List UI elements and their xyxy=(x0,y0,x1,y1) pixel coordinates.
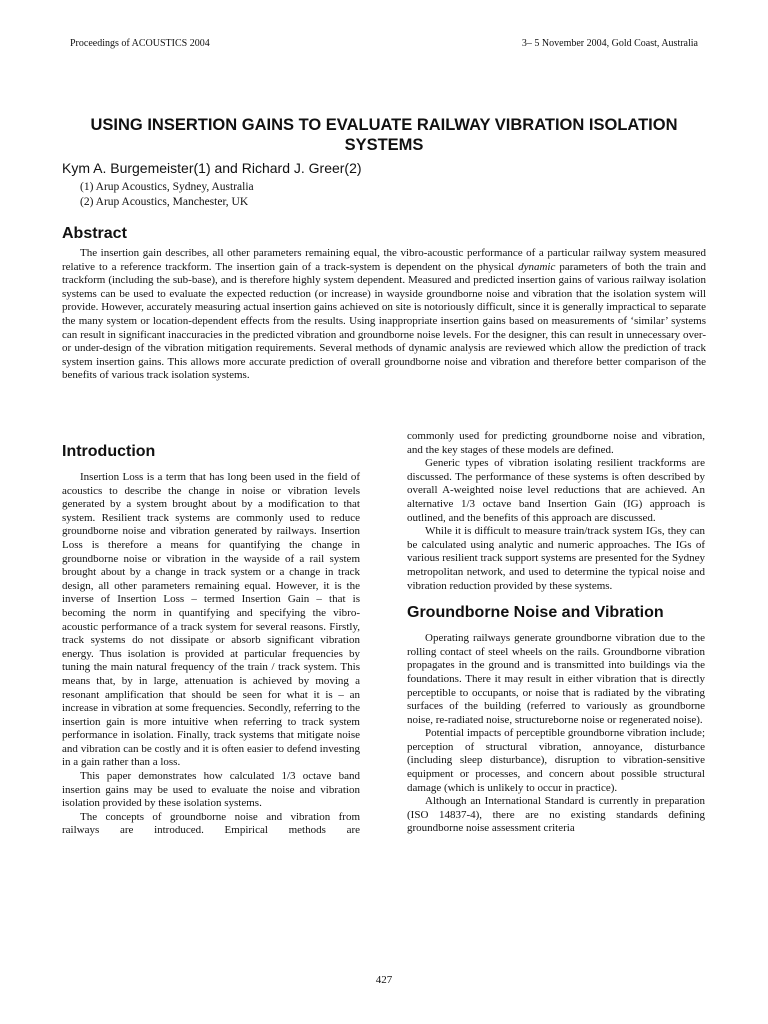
abstract-paragraph xyxy=(62,247,706,383)
header-proceedings: Proceedings of ACOUSTICS 2004 xyxy=(70,38,210,49)
page-number: 427 xyxy=(375,974,393,986)
abstract-heading: Abstract xyxy=(62,225,127,242)
intro-paragraph-1: Insertion Loss is a term that has long been used in the field of acoustics to describe the change in noise or vibration levels generated by a system brought about by a modification to that system. Resilient track systems are commonly used to reduce groundborne noise and vibration generated by railways. Insertion Loss is therefore a means for quantifying the change in groundborne noise or vibration in the wayside of a rail system brought about by a change in track system or a change in track design, all other parameters remaining equal. However, it is the inverse of Insertion Loss – termed Insertion Gain – that is becoming the norm in quantifying and specifying the vibro-acoustic performance of a track system for several reasons. Firstly, track systems do not dissipate or absorb significant vibration energy. Thus isolation is provided at particular frequencies by tuning the main natural frequency of the train / track system. This means that, by in large, attenuation is achieved by moving a resonant amplification that should be seen for what it is – an increase in vibration at some frequencies. Secondly, referring to the insertion gain is more intuitive when referring to track system performance in isolation. Finally, track systems that mitigate noise and vibration can be costly and it is often easier to defend investing in a gain rather than a loss. xyxy=(62,471,360,769)
groundborne-paragraph-3: Although an International Standard is currently in preparation (ISO 14837-4), there are no existing standards defining groundborne noise assessment criteria xyxy=(407,795,705,835)
groundborne-paragraph-2: Potential impacts of perceptible groundborne vibration include; perception of structural vibration, annoyance, disturbance (including sleep disturbance), disruption to vibration-sensitive equipment or processes, and concern about possible structural damage (which is unlikely to occur in practice). xyxy=(407,727,705,794)
groundborne-paragraph-1: Operating railways generate groundborne vibration due to the rolling contact of steel wheels on the rails. Groundborne vibration propagates in the ground and is transmitted into buildings via the foundations. There it may result in either vibration that is directly perceptible to occupants, or noise that is radiated by the vibrating surfaces of the building (referred to variously as groundborne noise, re-radiated noise, structureborne noise or regenerated noise). xyxy=(407,632,705,726)
groundborne-heading: Groundborne Noise and Vibration xyxy=(407,604,664,622)
right-column xyxy=(407,430,705,836)
intro-paragraph-4: Generic types of vibration isolating resilient trackforms are discussed. The performance of these systems is often described by overall A-weighted noise level reductions that are achieved. An alternative 1/3 octave band Insertion Gain (IG) approach is outlined, and the benefits of this approach are discussed. xyxy=(407,457,705,524)
author-list: Kym A. Burgemeister(1) and Richard J. Greer(2) xyxy=(62,160,362,176)
intro-paragraph-5: While it is difficult to measure train/track system IGs, they can be calculated using analytic and numeric approaches. The IGs of various resilient track support systems are presented for the Sydney metropolitan network, and used to determine the typical noise and vibration reduction provided by these systems. xyxy=(407,525,705,592)
intro-paragraph-3-continued: commonly used for predicting groundborne noise and vibration, and the key stages of these models are defined. xyxy=(407,430,705,456)
affiliation-1: (1) Arup Acoustics, Sydney, Australia xyxy=(80,181,254,193)
abstract-text-part-1: The insertion gain describes, all other parameters remaining equal, the vibro-acoustic performance of a particular railway system measured relative to a reference trackform. The insertion gain of a track-system is dependent on the physical xyxy=(62,247,706,273)
abstract-text-part-2: parameters of both the train and trackform (including the sub-base), and is therefore highly system dependent. Measured and predicted insertion gains of various railway isolation systems can be used to evaluate the expected reduction (or increase) in wayside groundborne noise and vibration that the isolation system will provide. However, accurately measuring actual insertion gains achieved on site is notoriously difficult, since it is generally impractical to separate the many system or location-dependent effects from the results. Using inappropriate insertion gains based on measurements of ‘similar’ systems can result in significant inaccuracies in the predicted vibration and groundborne noise levels. For the designer, this can result in unnecessary over- or under-design of the vibration mitigation requirements. Several methods of dynamic analysis are reviewed which allow the prediction of track system insertion gains. This allows more accurate prediction of overall groundborne noise and vibration and therefore better comparison of the benefits of various track isolation systems. xyxy=(62,260,706,382)
abstract-emphasis: dynamic xyxy=(518,260,556,273)
running-header xyxy=(70,37,698,51)
affiliations xyxy=(80,180,254,210)
header-date-location: 3– 5 November 2004, Gold Coast, Australia xyxy=(521,38,698,49)
affiliation-2: (2) Arup Acoustics, Manchester, UK xyxy=(80,196,249,208)
abstract-body xyxy=(62,247,706,383)
introduction-heading: Introduction xyxy=(62,443,156,460)
intro-paragraph-3: The concepts of groundborne noise and vibration from railways are introduced. Empirical methods are xyxy=(62,810,360,837)
paper-title: USING INSERTION GAINS TO EVALUATE RAILWAY VIBRATION ISOLATION SYSTEMS xyxy=(90,116,678,154)
left-column xyxy=(62,430,360,838)
intro-paragraph-2: This paper demonstrates how calculated 1/3 octave band insertion gains may be used to evaluate the noise and vibration isolation provided by these isolation systems. xyxy=(62,770,360,810)
